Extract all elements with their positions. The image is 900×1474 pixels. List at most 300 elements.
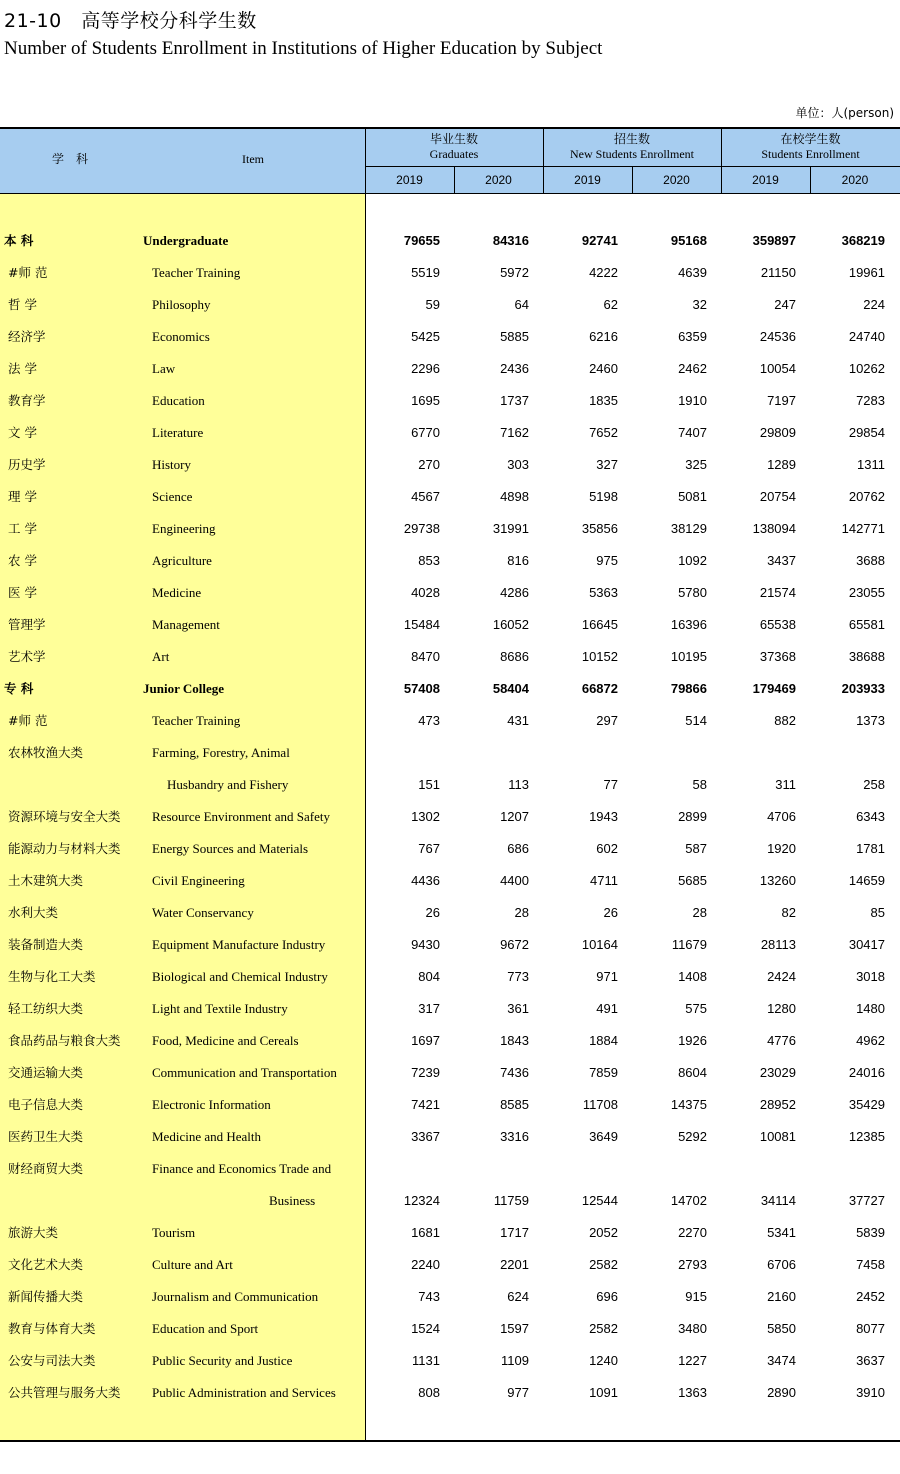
row-subject-cn: #师 范	[8, 713, 48, 728]
row-value: 853	[418, 553, 440, 568]
table-row	[0, 1281, 900, 1313]
header-new-students-cn: 招生数	[613, 132, 650, 146]
header-subject-cn: 学 科	[51, 152, 88, 166]
row-value: 8686	[500, 649, 529, 664]
table-row	[0, 833, 900, 865]
row-value: 7458	[856, 1257, 885, 1272]
top-rule	[0, 127, 900, 129]
table-row	[0, 481, 900, 513]
row-value: 816	[507, 553, 529, 568]
row-value: 151	[418, 777, 440, 792]
row-value: 8077	[856, 1321, 885, 1336]
row-value: 28	[692, 905, 707, 920]
row-value: 368219	[841, 233, 885, 248]
row-subject-cn: #师 范	[8, 265, 48, 280]
row-subject-cn: 工 学	[8, 521, 37, 536]
row-value: 4898	[500, 489, 529, 504]
table-row	[0, 609, 900, 641]
row-value: 66872	[581, 681, 618, 696]
table-row	[0, 449, 900, 481]
row-value: 6216	[589, 329, 618, 344]
row-value: 84316	[492, 233, 529, 248]
row-item-en: Philosophy	[152, 297, 211, 312]
row-value: 13260	[759, 873, 796, 888]
row-value: 29738	[403, 521, 440, 536]
row-value: 1835	[589, 393, 618, 408]
row-value: 5780	[678, 585, 707, 600]
row-value: 31991	[492, 521, 529, 536]
row-value: 3688	[856, 553, 885, 568]
row-value: 977	[507, 1385, 529, 1400]
row-value: 142771	[841, 521, 885, 536]
row-value: 15484	[403, 617, 440, 632]
row-value: 65538	[759, 617, 796, 632]
row-value: 6706	[767, 1257, 796, 1272]
row-value: 4639	[678, 265, 707, 280]
row-value: 5519	[411, 265, 440, 280]
row-subject-cn: 农林牧渔大类	[8, 745, 84, 760]
row-value: 3367	[411, 1129, 440, 1144]
row-value: 10164	[581, 937, 618, 952]
row-value: 20762	[848, 489, 885, 504]
table-row	[0, 1217, 900, 1249]
row-subject-cn: 资源环境与安全大类	[8, 809, 121, 824]
row-value: 1373	[856, 713, 885, 728]
row-value: 587	[685, 841, 707, 856]
row-value: 5425	[411, 329, 440, 344]
row-value: 8604	[678, 1065, 707, 1080]
row-value: 7239	[411, 1065, 440, 1080]
row-value: 95168	[670, 233, 707, 248]
row-value: 1781	[856, 841, 885, 856]
row-value: 1302	[411, 809, 440, 824]
row-value: 64	[514, 297, 529, 312]
row-value: 35856	[581, 521, 618, 536]
row-subject-cn: 公共管理与服务大类	[8, 1385, 121, 1400]
row-value: 5839	[856, 1225, 885, 1240]
enrollment-table	[0, 127, 900, 1443]
row-value: 11679	[671, 937, 707, 952]
row-item-en: Engineering	[152, 521, 216, 536]
row-value: 37727	[848, 1193, 885, 1208]
row-value: 7197	[767, 393, 796, 408]
row-value: 971	[596, 969, 618, 984]
row-value: 224	[863, 297, 885, 312]
row-item-en: Husbandry and Fishery	[167, 777, 289, 792]
row-value: 1480	[856, 1001, 885, 1016]
year-header: 2019	[574, 173, 601, 187]
row-value: 8585	[500, 1097, 529, 1112]
row-value: 7421	[411, 1097, 440, 1112]
row-value: 5341	[767, 1225, 796, 1240]
row-item-en: Education and Sport	[152, 1321, 259, 1336]
row-value: 602	[596, 841, 618, 856]
row-value: 58404	[492, 681, 529, 696]
row-value: 2270	[678, 1225, 707, 1240]
row-value: 7407	[678, 425, 707, 440]
row-value: 10152	[581, 649, 618, 664]
row-value: 1408	[678, 969, 707, 984]
header-graduates	[365, 132, 543, 162]
row-subject-cn: 哲 学	[8, 297, 37, 312]
row-value: 9672	[500, 937, 529, 952]
table-row	[0, 865, 900, 897]
row-value: 29854	[848, 425, 885, 440]
table-row	[0, 961, 900, 993]
row-value: 38129	[670, 521, 707, 536]
row-item-en: Culture and Art	[152, 1257, 233, 1272]
year-header: 2020	[485, 173, 512, 187]
row-subject-cn: 电子信息大类	[8, 1097, 84, 1112]
row-value: 203933	[841, 681, 885, 696]
row-value: 10195	[670, 649, 707, 664]
row-value: 311	[775, 777, 796, 792]
row-value: 30417	[848, 937, 885, 952]
row-value: 1131	[412, 1353, 440, 1368]
row-value: 11759	[493, 1193, 529, 1208]
row-item-en: Business	[269, 1193, 316, 1208]
table-row	[0, 225, 900, 257]
row-value: 915	[685, 1289, 707, 1304]
row-value: 32	[692, 297, 707, 312]
row-value: 1311	[857, 457, 885, 472]
row-value: 4706	[767, 809, 796, 824]
row-subject-cn: 本 科	[4, 233, 34, 248]
row-value: 2452	[856, 1289, 885, 1304]
row-value: 359897	[752, 233, 796, 248]
row-subject-cn: 装备制造大类	[8, 937, 84, 952]
row-subject-cn: 理 学	[8, 489, 37, 504]
row-value: 808	[418, 1385, 440, 1400]
row-item-en: Public Administration and Services	[152, 1385, 336, 1400]
row-subject-cn: 教育与体育大类	[8, 1321, 96, 1336]
table-row	[0, 1345, 900, 1377]
row-value: 804	[418, 969, 440, 984]
row-value: 11708	[582, 1097, 618, 1112]
row-value: 21574	[759, 585, 796, 600]
row-value: 2296	[411, 361, 440, 376]
row-subject-cn: 食品药品与粮食大类	[8, 1033, 121, 1048]
table-row	[0, 417, 900, 449]
row-value: 1884	[589, 1033, 618, 1048]
row-value: 35429	[848, 1097, 885, 1112]
row-value: 92741	[581, 233, 618, 248]
row-value: 5081	[678, 489, 707, 504]
row-item-en: Farming, Forestry, Animal	[152, 745, 290, 760]
table-row	[0, 737, 900, 769]
row-value: 361	[507, 1001, 529, 1016]
row-value: 317	[418, 1001, 440, 1016]
row-value: 1289	[767, 457, 796, 472]
row-value: 2240	[411, 1257, 440, 1272]
row-value: 24536	[759, 329, 796, 344]
row-item-en: Junior College	[143, 681, 225, 696]
row-value: 5685	[678, 873, 707, 888]
row-value: 686	[507, 841, 529, 856]
row-value: 2160	[767, 1289, 796, 1304]
row-item-en: Law	[152, 361, 176, 376]
row-value: 297	[596, 713, 618, 728]
row-value: 38688	[848, 649, 885, 664]
row-subject-cn: 管理学	[8, 617, 46, 632]
row-subject-cn: 水利大类	[8, 905, 59, 920]
row-value: 4400	[500, 873, 529, 888]
row-value: 2793	[678, 1257, 707, 1272]
row-item-en: Electronic Information	[152, 1097, 271, 1112]
header-new-students	[543, 132, 721, 162]
table-row	[0, 801, 900, 833]
row-value: 2052	[589, 1225, 618, 1240]
unit-label: 单位：人(person)	[795, 106, 894, 120]
row-value: 4962	[856, 1033, 885, 1048]
row-value: 7283	[856, 393, 885, 408]
row-value: 3637	[856, 1353, 885, 1368]
row-value: 79655	[403, 233, 440, 248]
row-value: 247	[774, 297, 796, 312]
row-subject-cn: 历史学	[8, 457, 46, 472]
row-subject-cn: 教育学	[8, 393, 46, 408]
row-value: 1363	[678, 1385, 707, 1400]
row-value: 1227	[678, 1353, 707, 1368]
row-item-en: Public Security and Justice	[152, 1353, 293, 1368]
table-row	[0, 513, 900, 545]
row-subject-cn: 文化艺术大类	[8, 1257, 84, 1272]
table-row	[0, 673, 900, 705]
table-row	[0, 1089, 900, 1121]
row-value: 6359	[678, 329, 707, 344]
row-value: 4711	[590, 873, 618, 888]
row-value: 28	[514, 905, 529, 920]
row-item-en: Food, Medicine and Cereals	[152, 1033, 299, 1048]
row-value: 4028	[411, 585, 440, 600]
row-value: 7162	[500, 425, 529, 440]
row-value: 327	[596, 457, 618, 472]
row-value: 2436	[500, 361, 529, 376]
header-enrollment	[721, 132, 900, 162]
row-value: 7436	[500, 1065, 529, 1080]
row-value: 1926	[678, 1033, 707, 1048]
row-subject-cn: 农 学	[8, 553, 37, 568]
table-row	[0, 385, 900, 417]
bottom-rule	[0, 1440, 900, 1442]
row-subject-cn: 财经商贸大类	[8, 1161, 84, 1176]
row-item-en: Agriculture	[152, 553, 212, 568]
table-row	[0, 1057, 900, 1089]
row-value: 5363	[589, 585, 618, 600]
row-value: 20754	[759, 489, 796, 504]
row-value: 325	[685, 457, 707, 472]
row-item-en: Civil Engineering	[152, 873, 245, 888]
row-value: 7652	[589, 425, 618, 440]
row-value: 23055	[848, 585, 885, 600]
row-value: 1695	[411, 393, 440, 408]
row-item-en: History	[152, 457, 191, 472]
row-value: 65581	[848, 617, 885, 632]
row-item-en: Communication and Transportation	[152, 1065, 337, 1080]
row-item-en: Teacher Training	[152, 265, 241, 280]
row-value: 79866	[670, 681, 707, 696]
row-value: 624	[507, 1289, 529, 1304]
row-item-en: Art	[152, 649, 170, 664]
row-value: 9430	[411, 937, 440, 952]
row-value: 179469	[752, 681, 796, 696]
table-row	[0, 577, 900, 609]
row-value: 5972	[500, 265, 529, 280]
row-value: 59	[425, 297, 440, 312]
row-value: 12385	[848, 1129, 885, 1144]
row-value: 16396	[670, 617, 707, 632]
header-new-students-en: New Students Enrollment	[570, 147, 694, 161]
row-subject-cn: 专 科	[4, 681, 34, 696]
row-value: 6770	[411, 425, 440, 440]
year-header: 2019	[396, 173, 423, 187]
table-row	[0, 993, 900, 1025]
row-item-en: Equipment Manufacture Industry	[152, 937, 326, 952]
row-value: 2424	[767, 969, 796, 984]
row-value: 3018	[856, 969, 885, 984]
row-value: 138094	[752, 521, 796, 536]
year-header: 2020	[663, 173, 690, 187]
row-item-en: Medicine and Health	[152, 1129, 262, 1144]
row-value: 12544	[581, 1193, 618, 1208]
row-value: 3316	[500, 1129, 529, 1144]
row-item-en: Undergraduate	[143, 233, 229, 248]
title-english: Number of Students Enrollment in Institutions of Higher Education by Subject	[4, 38, 603, 59]
row-value: 12324	[403, 1193, 440, 1208]
table-row	[0, 321, 900, 353]
row-value: 37368	[759, 649, 796, 664]
row-value: 10262	[848, 361, 885, 376]
header-item: Item	[242, 152, 264, 166]
row-value: 303	[507, 457, 529, 472]
row-value: 58	[692, 777, 707, 792]
header-graduates-cn: 毕业生数	[429, 132, 478, 146]
row-value: 3910	[856, 1385, 885, 1400]
row-value: 1920	[767, 841, 796, 856]
table-row	[0, 353, 900, 385]
row-value: 4567	[411, 489, 440, 504]
row-value: 16645	[581, 617, 618, 632]
row-value: 3649	[589, 1129, 618, 1144]
row-value: 1240	[589, 1353, 618, 1368]
row-value: 10054	[759, 361, 796, 376]
row-value: 6343	[856, 809, 885, 824]
row-item-en: Economics	[152, 329, 210, 344]
row-value: 34114	[760, 1193, 796, 1208]
table-row	[0, 705, 900, 737]
row-value: 1091	[589, 1385, 618, 1400]
row-value: 29809	[759, 425, 796, 440]
row-value: 1843	[500, 1033, 529, 1048]
row-value: 16052	[492, 617, 529, 632]
row-value: 1207	[500, 809, 529, 824]
row-value: 743	[418, 1289, 440, 1304]
row-value: 575	[685, 1001, 707, 1016]
table-row	[0, 641, 900, 673]
row-value: 2582	[589, 1257, 618, 1272]
row-value: 4286	[500, 585, 529, 600]
table-row	[0, 897, 900, 929]
row-value: 14375	[670, 1097, 707, 1112]
row-item-en: Energy Sources and Materials	[152, 841, 309, 856]
row-subject-cn: 经济学	[8, 329, 46, 344]
table-row	[0, 1249, 900, 1281]
row-value: 1910	[678, 393, 707, 408]
row-value: 1737	[500, 393, 529, 408]
table-row	[0, 545, 900, 577]
row-item-en: Education	[152, 393, 205, 408]
table-row	[0, 1025, 900, 1057]
row-item-en: Journalism and Communication	[152, 1289, 319, 1304]
row-subject-cn: 文 学	[8, 425, 37, 440]
header-graduates-en: Graduates	[429, 147, 479, 161]
row-value: 431	[507, 713, 529, 728]
row-subject-cn: 医药卫生大类	[8, 1129, 84, 1144]
table-row	[0, 1377, 900, 1409]
row-subject-cn: 公安与司法大类	[8, 1353, 96, 1368]
row-value: 2582	[589, 1321, 618, 1336]
row-value: 2890	[767, 1385, 796, 1400]
year-header: 2019	[752, 173, 779, 187]
row-value: 1109	[501, 1353, 529, 1368]
row-value: 258	[863, 777, 885, 792]
row-item-en: Science	[152, 489, 193, 504]
row-value: 113	[508, 777, 529, 792]
year-header: 2020	[841, 173, 869, 187]
row-value: 3480	[678, 1321, 707, 1336]
row-subject-cn: 新闻传播大类	[8, 1289, 84, 1304]
row-value: 2201	[500, 1257, 529, 1272]
row-value: 62	[603, 297, 618, 312]
row-subject-cn: 轻工纺织大类	[8, 1001, 84, 1016]
row-value: 1717	[500, 1225, 529, 1240]
row-item-en: Resource Environment and Safety	[152, 809, 330, 824]
row-item-en: Biological and Chemical Industry	[152, 969, 328, 984]
row-value: 514	[685, 713, 707, 728]
row-value: 1280	[767, 1001, 796, 1016]
row-value: 14702	[670, 1193, 707, 1208]
row-item-en: Teacher Training	[152, 713, 241, 728]
row-value: 491	[596, 1001, 618, 1016]
row-value: 19961	[848, 265, 885, 280]
row-value: 1597	[500, 1321, 529, 1336]
row-value: 2460	[589, 361, 618, 376]
header-enrollment-en: Students Enrollment	[761, 147, 860, 161]
table-row	[0, 257, 900, 289]
table-row	[0, 1153, 900, 1185]
row-value: 767	[418, 841, 440, 856]
row-value: 21150	[760, 265, 796, 280]
row-value: 82	[781, 905, 796, 920]
row-value: 882	[774, 713, 796, 728]
row-value: 4222	[589, 265, 618, 280]
row-value: 77	[603, 777, 618, 792]
row-item-en: Light and Textile Industry	[152, 1001, 288, 1016]
row-value: 57408	[403, 681, 440, 696]
row-value: 28113	[760, 937, 796, 952]
row-value: 10081	[759, 1129, 796, 1144]
row-value: 1943	[589, 809, 618, 824]
row-value: 5885	[500, 329, 529, 344]
row-value: 5850	[767, 1321, 796, 1336]
table-row	[0, 1313, 900, 1345]
row-value: 473	[418, 713, 440, 728]
table-row	[0, 1185, 900, 1217]
table-row	[0, 289, 900, 321]
row-subject-cn: 艺术学	[8, 649, 46, 664]
row-value: 4436	[411, 873, 440, 888]
row-value: 1697	[411, 1033, 440, 1048]
